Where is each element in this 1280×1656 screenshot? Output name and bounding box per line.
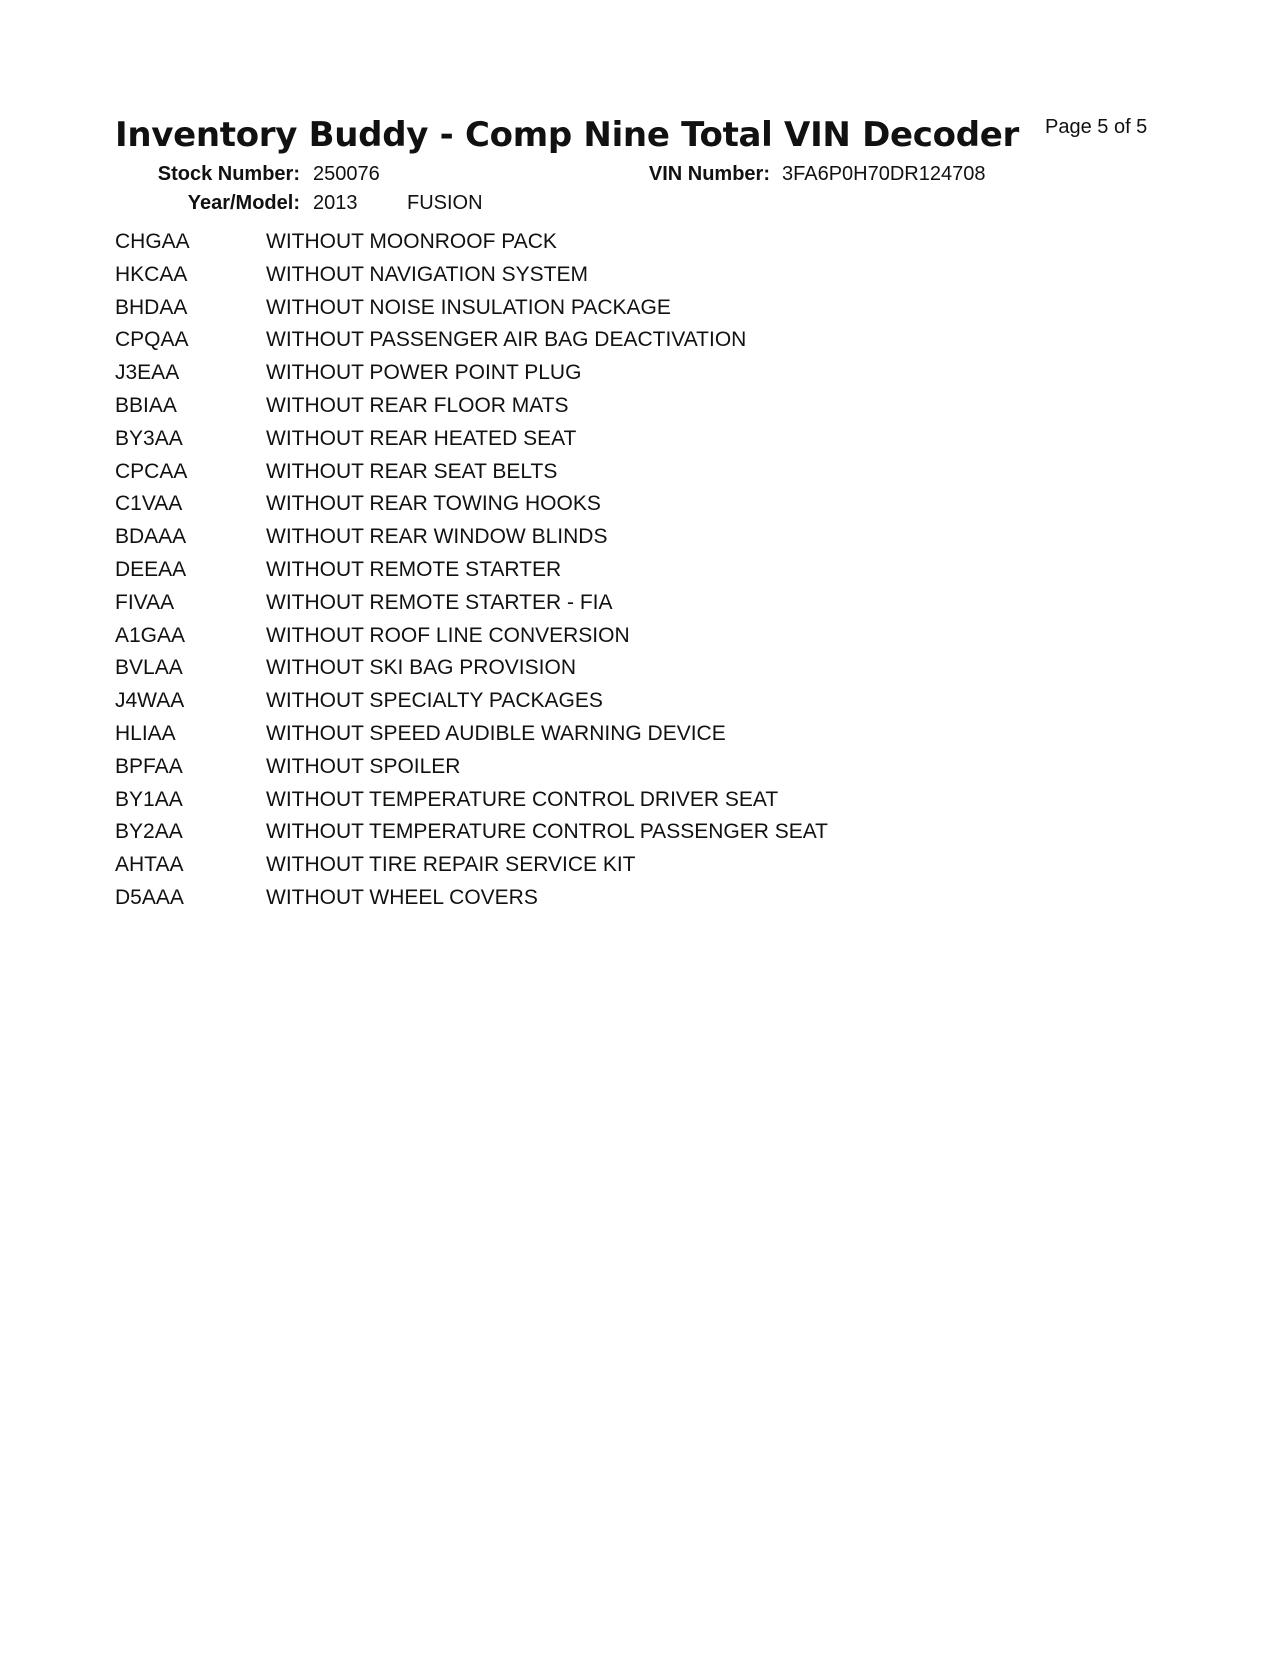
option-row — [115, 459, 1115, 492]
year-model-label: Year/Model: — [187, 192, 300, 214]
option-row — [115, 393, 1115, 426]
option-row — [115, 229, 1115, 262]
option-row — [115, 524, 1115, 557]
option-row — [115, 655, 1115, 688]
option-code: BHDAA — [115, 295, 188, 319]
option-row — [115, 819, 1115, 852]
option-row — [115, 787, 1115, 820]
option-row — [115, 491, 1115, 524]
option-code: FIVAA — [115, 590, 175, 614]
option-description: WITHOUT SPOILER — [266, 754, 461, 778]
year-value: 2013 — [313, 192, 358, 214]
option-code: BY2AA — [115, 820, 183, 844]
option-description: WITHOUT REAR SEAT BELTS — [266, 459, 558, 483]
option-code: BY3AA — [115, 426, 183, 450]
option-description: WITHOUT PASSENGER AIR BAG DEACTIVATION — [266, 328, 747, 352]
stock-number-label: Stock Number: — [157, 163, 300, 185]
option-description: WITHOUT REAR HEATED SEAT — [266, 426, 577, 450]
option-description: WITHOUT MOONROOF PACK — [266, 230, 557, 253]
option-row — [115, 360, 1115, 393]
option-row — [115, 557, 1115, 590]
option-description: WITHOUT POWER POINT PLUG — [266, 361, 582, 385]
option-row — [115, 688, 1115, 721]
option-description: WITHOUT TIRE REPAIR SERVICE KIT — [266, 853, 636, 877]
option-description: WITHOUT NAVIGATION SYSTEM — [266, 262, 589, 286]
model-value: FUSION — [407, 192, 483, 214]
option-description: WITHOUT SPEED AUDIBLE WARNING DEVICE — [266, 721, 726, 745]
option-row — [115, 327, 1115, 360]
option-description: WITHOUT ROOF LINE CONVERSION — [266, 623, 630, 647]
option-description: WITHOUT REAR TOWING HOOKS — [266, 492, 601, 516]
option-description: WITHOUT REAR WINDOW BLINDS — [266, 525, 608, 549]
option-row — [115, 590, 1115, 623]
option-row — [115, 295, 1115, 328]
option-code: CPCAA — [115, 459, 188, 483]
option-code: AHTAA — [115, 853, 184, 877]
option-description: WITHOUT NOISE INSULATION PACKAGE — [266, 295, 671, 319]
option-code: BVLAA — [115, 656, 183, 680]
option-description: WITHOUT REAR FLOOR MATS — [266, 393, 569, 417]
option-code: C1VAA — [115, 492, 183, 516]
option-code: A1GAA — [115, 623, 186, 647]
option-code: BBIAA — [115, 393, 177, 417]
option-code: CPQAA — [115, 328, 189, 352]
option-code: CHGAA — [115, 230, 190, 253]
option-code: J3EAA — [115, 361, 180, 385]
option-row — [115, 885, 1115, 918]
page-title: Inventory Buddy - Comp Nine Total VIN Decoder — [115, 115, 1019, 155]
stock-number-value: 250076 — [313, 163, 380, 185]
option-code: BY1AA — [115, 787, 183, 811]
option-row — [115, 623, 1115, 656]
option-description: WITHOUT WHEEL COVERS — [266, 885, 538, 909]
option-code: BDAAA — [115, 525, 187, 549]
vin-number-value: 3FA6P0H70DR124708 — [782, 163, 986, 185]
option-code: DEEAA — [115, 557, 187, 581]
vin-number-label: VIN Number: — [648, 163, 770, 185]
option-row — [115, 754, 1115, 787]
option-row — [115, 852, 1115, 885]
option-row — [115, 721, 1115, 754]
option-description: WITHOUT REMOTE STARTER — [266, 557, 562, 581]
option-description: WITHOUT SKI BAG PROVISION — [266, 656, 576, 680]
option-description: WITHOUT REMOTE STARTER - FIA — [266, 590, 613, 614]
option-code-list — [115, 229, 1115, 918]
option-code: BPFAA — [115, 754, 183, 778]
option-description: WITHOUT SPECIALTY PACKAGES — [266, 689, 603, 713]
option-code: HLIAA — [115, 721, 176, 745]
option-description: WITHOUT TEMPERATURE CONTROL PASSENGER SEAT — [266, 820, 829, 844]
option-code: HKCAA — [115, 262, 188, 286]
option-description: WITHOUT TEMPERATURE CONTROL DRIVER SEAT — [266, 787, 779, 811]
page-number: Page 5 of 5 — [1045, 116, 1148, 138]
option-row — [115, 426, 1115, 459]
option-code: D5AAA — [115, 885, 184, 909]
option-code: J4WAA — [115, 689, 185, 713]
option-row — [115, 262, 1115, 295]
